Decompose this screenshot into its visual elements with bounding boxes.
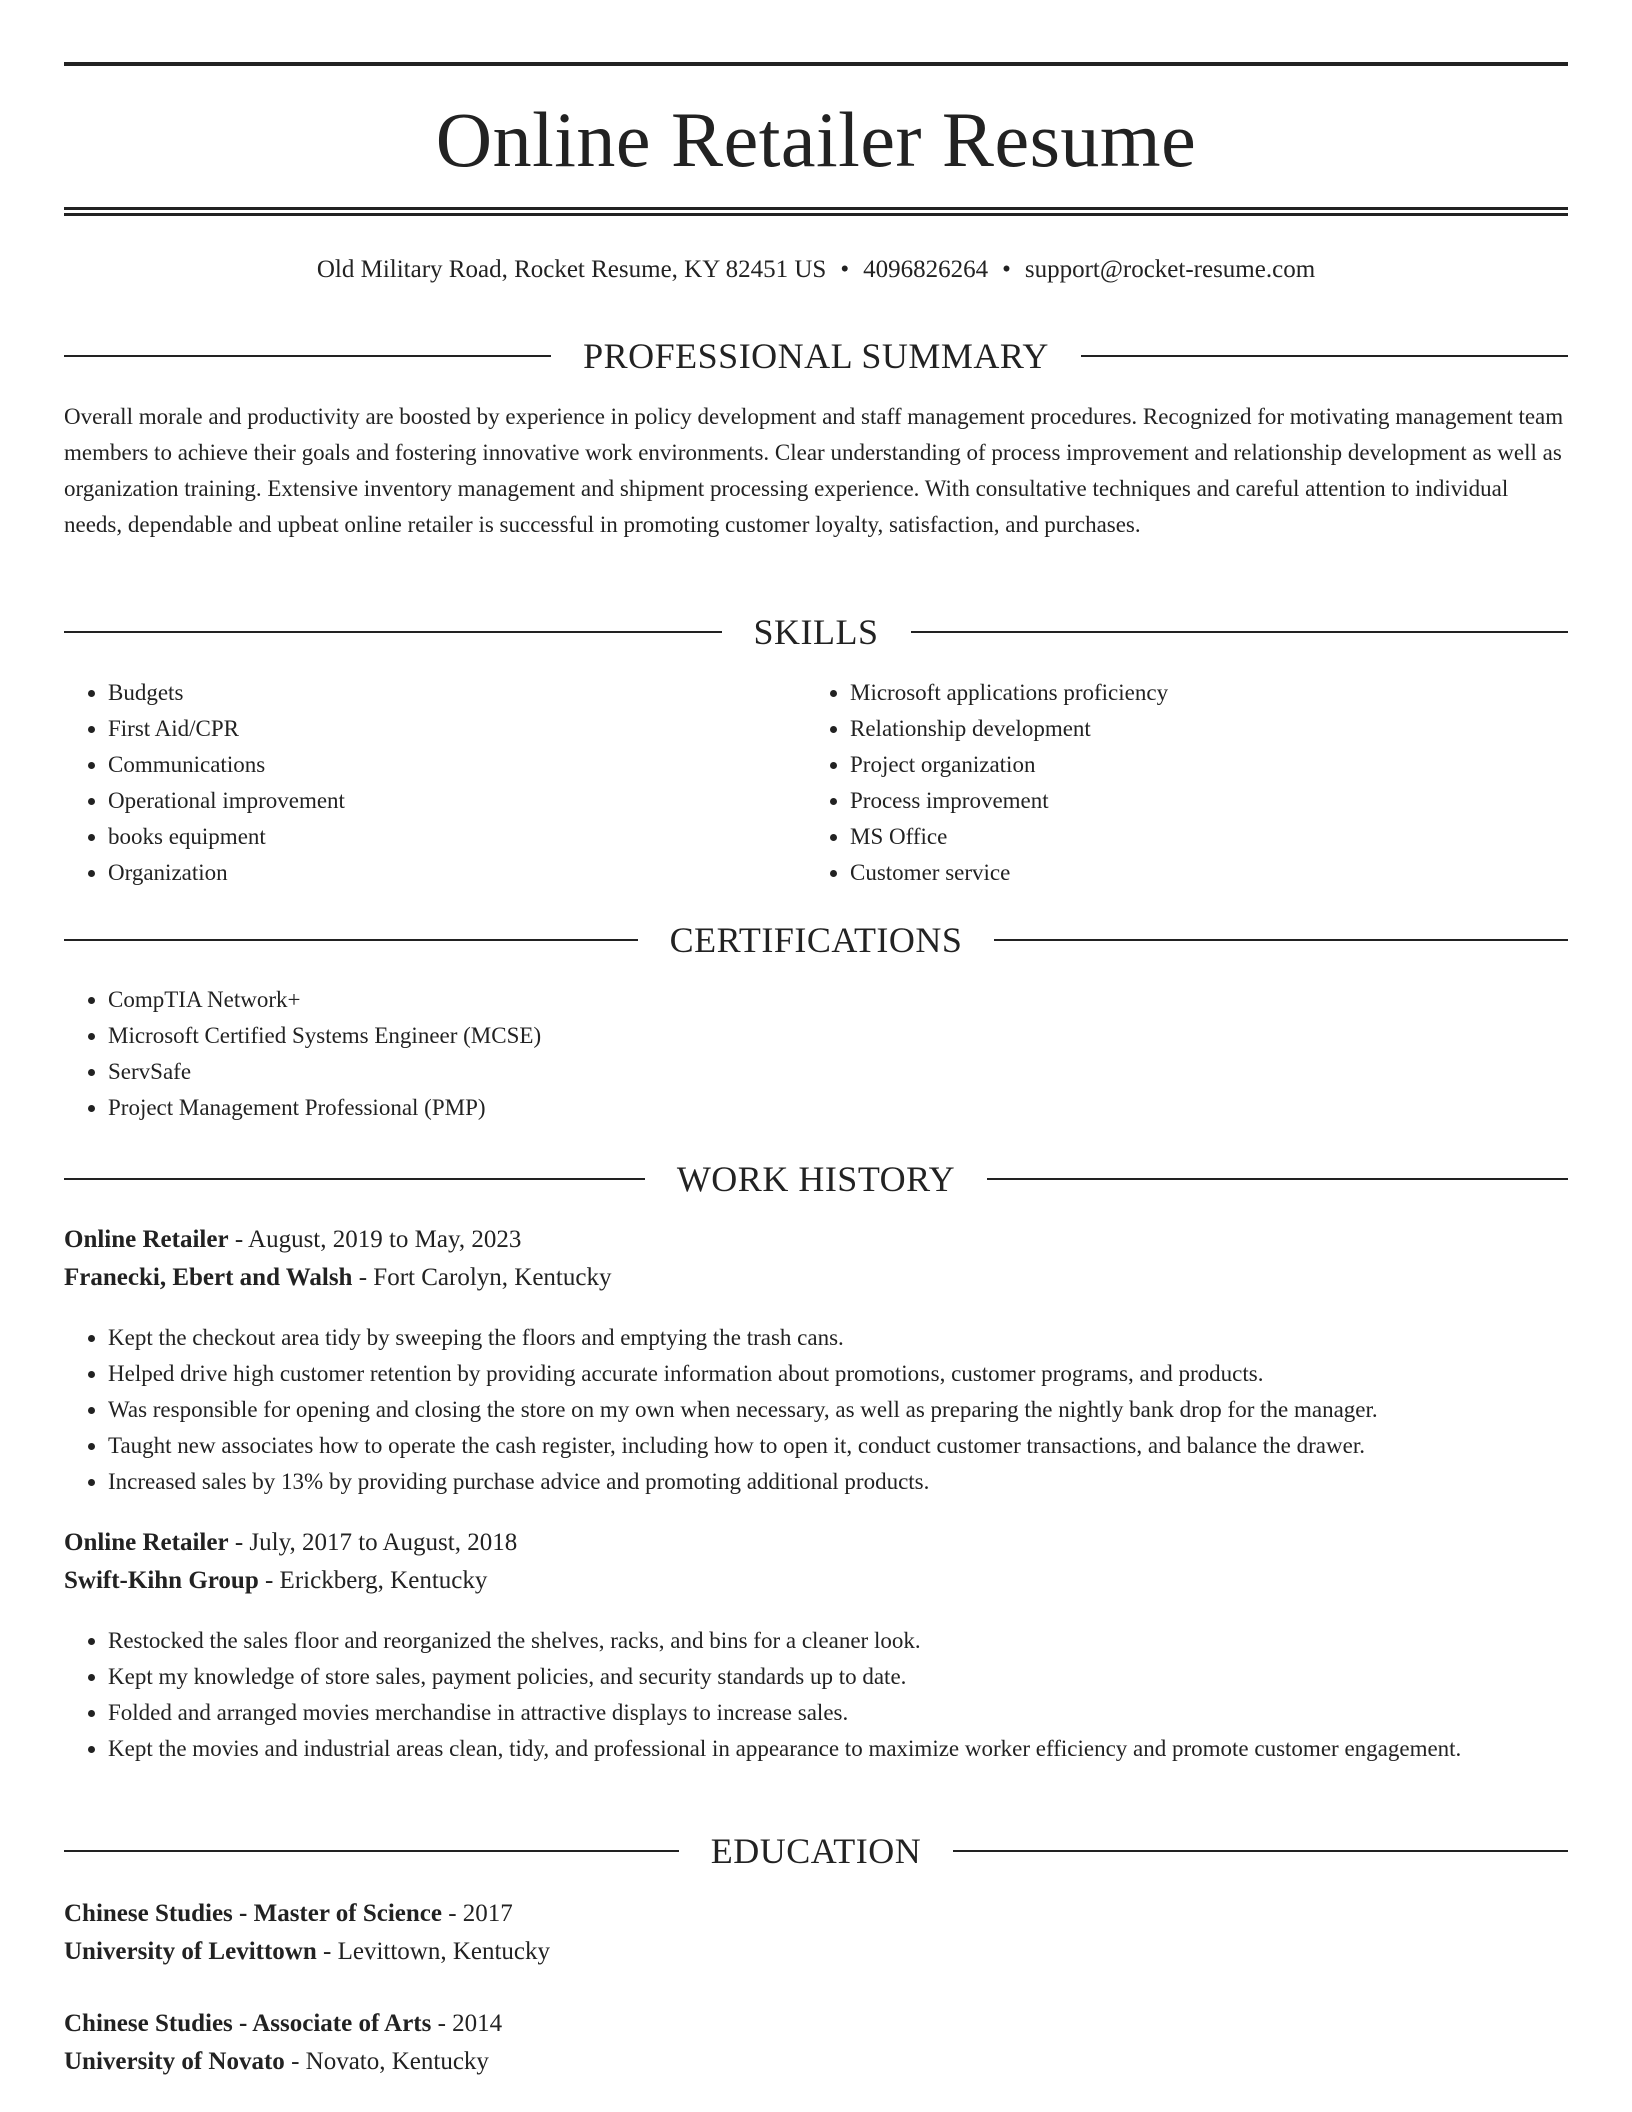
job-title-line [64, 1221, 1568, 1259]
job-location: - Erickberg, Kentucky [258, 1567, 488, 1594]
skills-list-left [64, 675, 806, 891]
heading-rule [911, 631, 1569, 633]
skill-item: • MS Office [850, 819, 1548, 855]
skills-column-right [806, 675, 1548, 891]
skill-item: • Microsoft applications proficiency [850, 675, 1548, 711]
skill-item: • Budgets [108, 675, 806, 711]
contact-phone: 4096826264 [863, 256, 989, 283]
school: University of Novato [64, 2048, 285, 2075]
job-company-line [64, 1259, 1568, 1297]
job-bullets [64, 1320, 1568, 1500]
skill-item: • Process improvement [850, 783, 1548, 819]
certification-item: • Microsoft Certified Systems Engineer (MCSE) [108, 1018, 1568, 1054]
resume-title: Online Retailer Resume [435, 96, 1197, 183]
job-bullet: • Kept the movies and industrial areas clean, tidy, and professional in appearance to maximize worker efficiency and promote customer engagement. [108, 1731, 1568, 1767]
job-bullet: • Folded and arranged movies merchandise in attractive displays to increase sales. [108, 1695, 1568, 1731]
contact-separator: • [840, 256, 850, 283]
job-bullet: • Kept the checkout area tidy by sweeping the floors and emptying the trash cans. [108, 1320, 1568, 1356]
heading-rule [64, 1178, 645, 1180]
job-bullet: • Helped drive high customer retention by providing accurate information about promotions, customer programs, and products. [108, 1356, 1568, 1392]
job-company-line [64, 1562, 1568, 1600]
job-title: Online Retailer [64, 1226, 229, 1253]
degree-year: - 2014 [431, 2010, 503, 2037]
job-bullet: • Increased sales by 13% by providing purchase advice and promoting additional products. [108, 1464, 1568, 1500]
school-location: - Novato, Kentucky [284, 2048, 489, 2075]
skill-item: • books equipment [108, 819, 806, 855]
heading-rule [994, 939, 1568, 941]
section-heading-work [64, 1159, 1568, 1199]
heading-rule [64, 939, 638, 941]
section-heading-certifications [64, 920, 1568, 960]
contact-address: Old Military Road, Rocket Resume, KY 82451 US [316, 256, 827, 283]
skill-item: • Customer service [850, 855, 1548, 891]
job-company: Franecki, Ebert and Walsh [64, 1264, 353, 1291]
section-heading-skills [64, 612, 1568, 652]
skill-item: • Communications [108, 747, 806, 783]
skill-item: • Relationship development [850, 711, 1548, 747]
job-location: - Fort Carolyn, Kentucky [352, 1264, 612, 1291]
degree-line [64, 2005, 1568, 2043]
section-title: PROFESSIONAL SUMMARY [583, 336, 1049, 376]
certification-item: • CompTIA Network+ [108, 982, 1568, 1018]
heading-rule [64, 631, 722, 633]
skills-grid [64, 675, 1568, 891]
skills-column-left [64, 675, 806, 891]
degree: Chinese Studies - Associate of Arts [64, 2010, 432, 2037]
work-entry [64, 1221, 1568, 1297]
section-title: CERTIFICATIONS [669, 920, 963, 960]
skill-item: • First Aid/CPR [108, 711, 806, 747]
skills-list-right [806, 675, 1548, 891]
degree: Chinese Studies - Master of Science [64, 1900, 442, 1927]
certification-item: • ServSafe [108, 1054, 1568, 1090]
top-rule [64, 62, 1568, 66]
skill-item: • Organization [108, 855, 806, 891]
job-dates: - August, 2019 to May, 2023 [228, 1226, 522, 1253]
job-bullet: • Kept my knowledge of store sales, payment policies, and security standards up to date. [108, 1659, 1568, 1695]
heading-rule [64, 355, 551, 357]
work-entry [64, 1524, 1568, 1600]
title-double-rule [64, 207, 1568, 216]
job-bullets [64, 1623, 1568, 1767]
skill-item: • Project organization [850, 747, 1548, 783]
job-dates: - July, 2017 to August, 2018 [228, 1529, 518, 1556]
summary-text: Overall morale and productivity are boosted by experience in policy development and staff management procedures. Recognized for motivating management team members to achieve their goals and fostering innovative work environments. Clear understanding of process improvement and relationship development as well as organization training. Extensive inventory management and shipment processing experience. With consultative techniques and careful attention to individual needs, dependable and upbeat online retailer is successful in promoting customer loyalty, satisfaction, and purchases. [64, 404, 1564, 537]
contact-email: support@rocket-resume.com [1024, 256, 1316, 283]
education-entry [64, 1895, 1568, 1971]
contact-line [64, 255, 1568, 285]
job-title: Online Retailer [64, 1529, 229, 1556]
school-location: - Levittown, Kentucky [316, 1938, 551, 1965]
school-line [64, 1933, 1568, 1971]
education-entry [64, 2005, 1568, 2081]
job-bullet: • Restocked the sales floor and reorganized the shelves, racks, and bins for a cleaner look. [108, 1623, 1568, 1659]
section-title: WORK HISTORY [676, 1159, 956, 1199]
heading-rule [64, 1850, 679, 1852]
section-title: EDUCATION [710, 1831, 922, 1871]
skill-item: • Operational improvement [108, 783, 806, 819]
job-company: Swift-Kihn Group [64, 1567, 259, 1594]
school: University of Levittown [64, 1938, 317, 1965]
heading-rule [1081, 355, 1568, 357]
job-bullet: • Taught new associates how to operate the cash register, including how to open it, conduct customer transactions, and balance the drawer. [108, 1428, 1568, 1464]
section-heading-education [64, 1831, 1568, 1871]
heading-rule [987, 1178, 1568, 1180]
degree-year: - 2017 [441, 1900, 513, 1927]
section-title: SKILLS [753, 612, 879, 652]
job-bullet: • Was responsible for opening and closing the store on my own when necessary, as well as preparing the nightly bank drop for the manager. [108, 1392, 1568, 1428]
section-heading-summary [64, 336, 1568, 376]
contact-separator: • [1002, 256, 1011, 283]
school-line [64, 2043, 1568, 2081]
certifications-list [64, 982, 1568, 1126]
heading-rule [953, 1850, 1568, 1852]
degree-line [64, 1895, 1568, 1933]
job-title-line [64, 1524, 1568, 1562]
certification-item: • Project Management Professional (PMP) [108, 1090, 1568, 1126]
